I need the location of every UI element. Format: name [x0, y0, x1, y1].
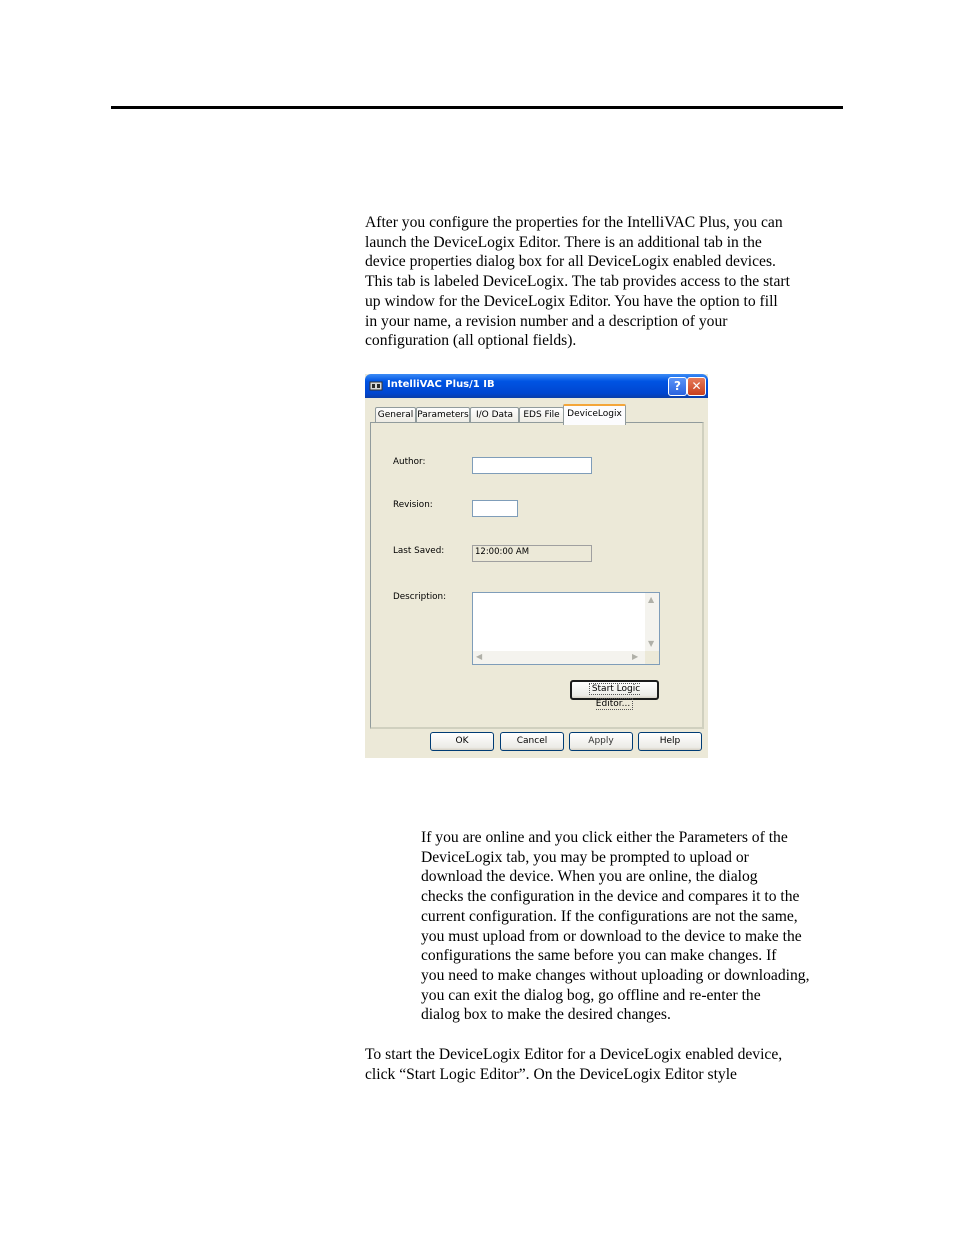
help-icon[interactable]: ? [668, 377, 687, 396]
start-logic-editor-label: Start Logic Editor... [589, 683, 640, 710]
header-rule [111, 106, 843, 109]
author-label: Author: [393, 457, 426, 467]
text-line: you can exit the dialog bog, go offline and re-enter the [421, 986, 761, 1004]
apply-button[interactable]: Apply [569, 732, 633, 751]
text-line: in your name, a revision number and a description of your [365, 312, 728, 330]
outro-paragraph [365, 1045, 782, 1084]
text-line: dialog box to make the desired changes. [421, 1006, 671, 1024]
text-line: you need to make changes without uploading or downloading, [421, 966, 810, 984]
text-line: DeviceLogix tab, you may be prompted to upload or [421, 848, 749, 866]
device-properties-dialog [365, 374, 708, 758]
dialog-title: IntelliVAC Plus/1 IB [387, 379, 495, 390]
tab-devicelogix[interactable]: DeviceLogix [563, 404, 626, 425]
last-saved-field: 12:00:00 AM [472, 545, 592, 562]
text-line: click “Start Logic Editor”. On the DeviceLogix Editor style [365, 1065, 737, 1083]
close-icon[interactable]: ✕ [687, 377, 706, 396]
text-line: This tab is labeled DeviceLogix. The tab provides access to the start [365, 273, 790, 291]
author-field[interactable] [472, 457, 592, 474]
text-line: After you configure the properties for the IntelliVAC Plus, you can [365, 214, 783, 231]
dialog-titlebar[interactable] [365, 374, 708, 398]
text-line: download the device. When you are online, the dialog [421, 868, 758, 886]
text-line: configurations the same before you can make changes. If [421, 947, 777, 965]
text-line: checks the configuration in the device and compares it to the [421, 888, 800, 906]
text-line: If you are online and you click either the Parameters of the [421, 829, 788, 846]
revision-label: Revision: [393, 500, 433, 510]
horizontal-scrollbar[interactable] [473, 651, 645, 664]
cancel-button[interactable]: Cancel [500, 732, 564, 751]
text-line: you must upload from or download to the device to make the [421, 927, 802, 945]
scroll-right-icon[interactable]: ▶ [632, 652, 639, 661]
help-button[interactable]: Help [638, 732, 702, 751]
start-logic-editor-button[interactable] [570, 680, 659, 709]
scroll-left-icon[interactable]: ◀ [476, 652, 483, 661]
revision-field[interactable] [472, 500, 518, 517]
device-icon [369, 379, 383, 393]
tab-eds-file[interactable]: EDS File [519, 407, 564, 423]
text-line: device properties dialog box for all DeviceLogix enabled devices. [365, 253, 776, 271]
tab-io-data[interactable]: I/O Data [470, 407, 519, 423]
tab-general[interactable]: General [375, 407, 416, 423]
last-saved-label: Last Saved: [393, 546, 445, 556]
note-paragraph [421, 828, 809, 1025]
scroll-up-icon[interactable]: ▲ [648, 595, 655, 604]
text-line: To start the DeviceLogix Editor for a DeviceLogix enabled device, [365, 1046, 783, 1063]
intro-paragraph [365, 213, 790, 351]
devicelogix-panel [370, 422, 704, 729]
scroll-corner [645, 651, 659, 664]
ok-button[interactable]: OK [430, 732, 494, 751]
tab-parameters[interactable]: Parameters [416, 407, 470, 423]
description-label: Description: [393, 592, 447, 602]
text-line: current configuration. If the configurations are not the same, [421, 907, 798, 925]
scroll-down-icon[interactable]: ▼ [648, 639, 655, 648]
text-line: launch the DeviceLogix Editor. There is an additional tab in the [365, 233, 762, 251]
description-textarea[interactable] [472, 592, 660, 665]
text-line: up window for the DeviceLogix Editor. You have the option to fill [365, 292, 778, 310]
vertical-scrollbar[interactable] [645, 593, 659, 652]
text-line: configuration (all optional fields). [365, 332, 577, 350]
